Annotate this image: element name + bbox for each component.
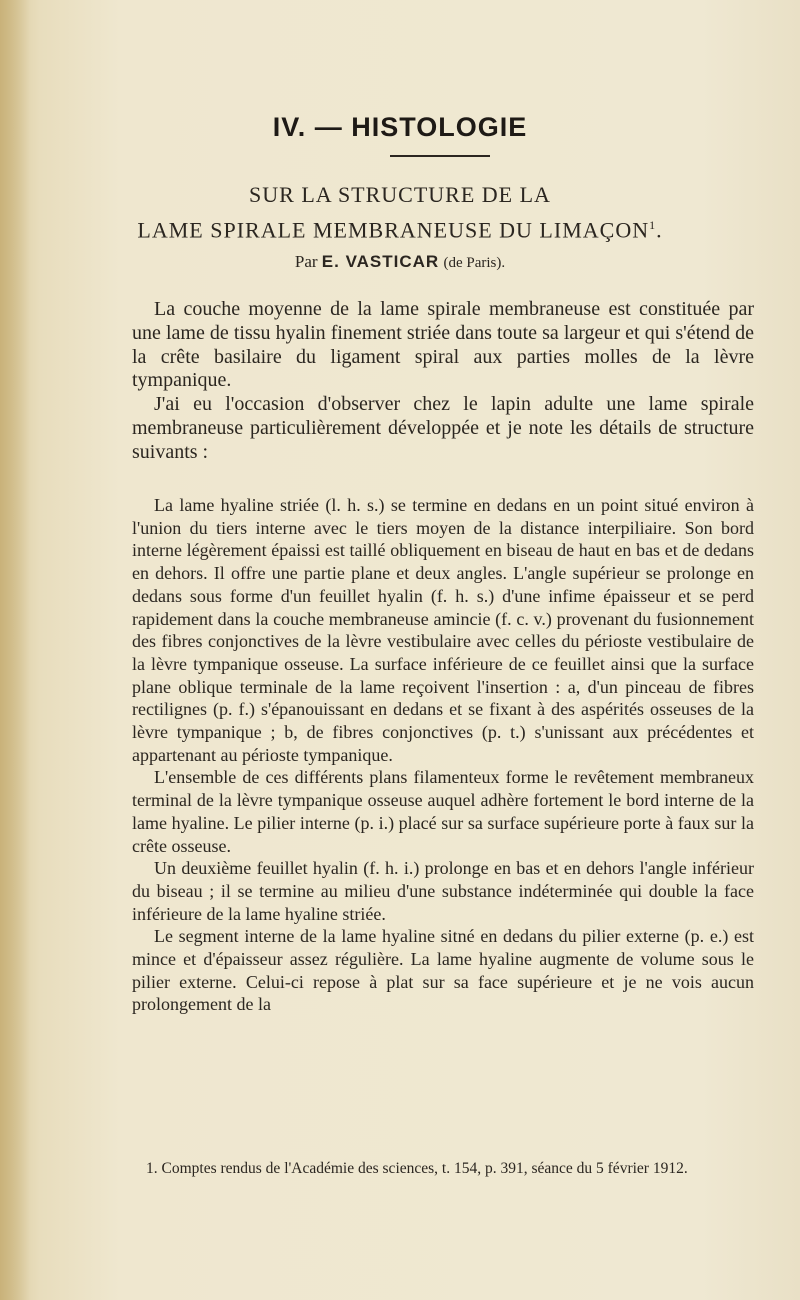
byline-prefix: Par: [294, 252, 318, 271]
intro-paragraph-1: La couche moyenne de la lame spirale membraneuse est constituée par une lame de tissu hyalin finement striée dans toute sa largeur et qui s'étend de la crête basilaire du ligament spiral aux parties molles de la lèvre tympanique.: [132, 298, 754, 392]
article-title-line-2-text: LAME SPIRALE MEMBRANEUSE DU LIMAÇON: [137, 217, 650, 243]
main-paragraph-4: Le segment interne de la lame hyaline sitné en dedans du pilier externe (p. e.) est mince et d'épaisseur assez régulière. La lame hyaline augmente de volume sous le pilier externe. Celui-ci repose à plat sur sa face supérieure et je ne vois aucun prolongement de la: [132, 926, 754, 1015]
main-paragraph-1: La lame hyaline striée (l. h. s.) se termine en dedans en un point situé environ à l'union du tiers interne avec le tiers moyen de la distance interpiliaire. Son bord interne légèrement épaissi est taillé obliquement en biseau de haut en bas et de dedans en dehors. Il offre une partie plane et deux angles. L'angle supérieur se prolonge en dedans sous forme d'un feuillet hyalin (f. h. s.) d'une infime épaisseur et se perd rapidement dans la couche membraneuse amincie (f. c. v.) provenant du fusionnement des fibres conjonctives de la lèvre vestibulaire avec celles du périoste vestibulaire de la lèvre tympanique osseuse. La surface inférieure de ce feuillet ainsi que la surface plane oblique terminale de la lame reçoivent l'insertion : a, d'un pinceau de fibres rectilignes (p. f.) s'épanouissant en dedans et se fixant à des aspérités osseuses de la lèvre tympanique ; b, de fibres conjonctives (p. t.) s'unissant aux précédentes et appartenant au périoste tympanique.: [132, 495, 754, 765]
author-name: E. VASTICAR: [321, 252, 440, 271]
article-title-line-2: LAME SPIRALE MEMBRANEUSE DU LIMAÇON$^1$.: [137, 217, 663, 243]
footnote-text: 1. Comptes rendus de l'Académie des sciences, t. 154, p. 391, séance du 5 février 1912.: [146, 1160, 688, 1177]
article-title: [0, 180, 800, 245]
title-rule: [390, 155, 490, 157]
intro-paragraph-2: J'ai eu l'occasion d'observer chez le lapin adulte une lame spirale membraneuse particulièrement développée et je note les détails de structure suivants :: [132, 393, 754, 463]
byline: [0, 252, 800, 272]
article-title-line-1: SUR LA STRUCTURE DE LA: [249, 182, 551, 207]
section-title: IV. — HISTOLOGIE: [272, 112, 528, 142]
intro-text: [132, 298, 754, 465]
main-text: [132, 494, 754, 1016]
footnote: [132, 1158, 754, 1179]
main-paragraph-3: Un deuxième feuillet hyalin (f. h. i.) prolonge en bas et en dehors l'angle inférieur du biseau ; il se termine au milieu d'une substance indéterminée qui double la face inférieure de la lame hyaline striée.: [132, 858, 754, 924]
main-paragraph-2: L'ensemble de ces différents plans filamenteux forme le revêtement membraneux terminal de la lèvre tympanique osseuse auquel adhère fortement le bord interne de la lame hyaline. Le pilier interne (p. i.) placé sur sa surface supérieure porte à faux sur la crête osseuse.: [132, 767, 754, 856]
author-location: (de Paris).: [443, 255, 506, 271]
footnote-mark: 1: [649, 218, 657, 232]
